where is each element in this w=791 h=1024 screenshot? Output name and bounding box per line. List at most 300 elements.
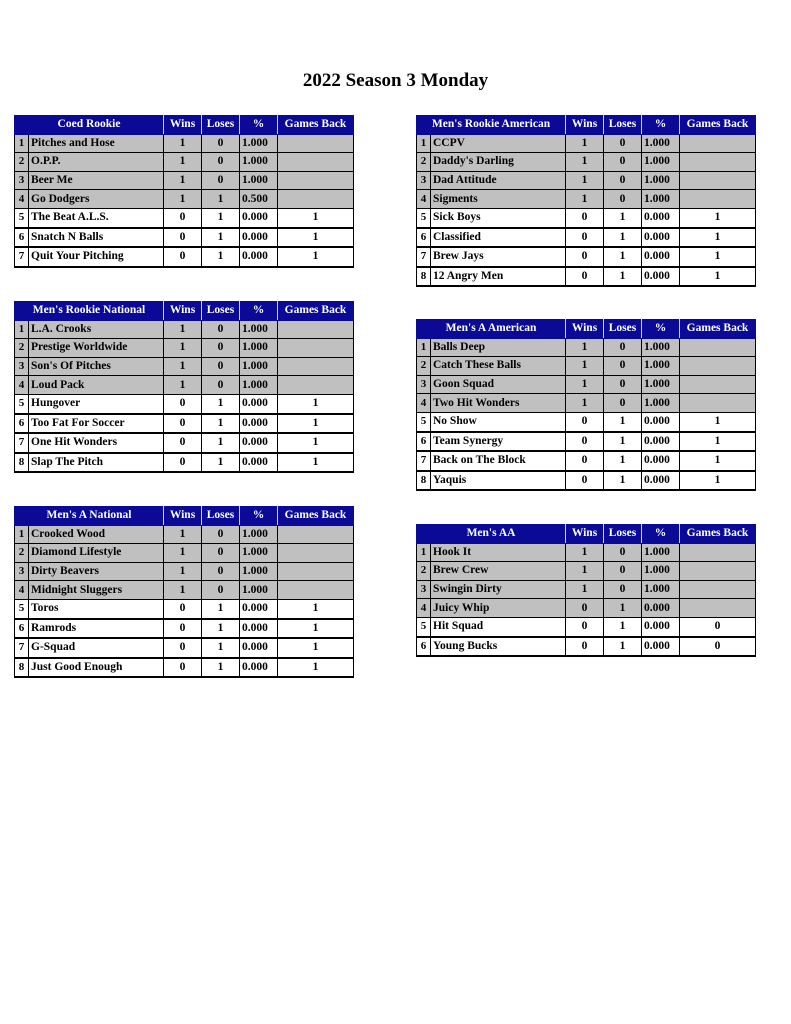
- loses-header: Loses: [202, 302, 240, 321]
- games-back-cell: [680, 562, 756, 581]
- table-header-row: [15, 507, 354, 526]
- loses-cell: 1: [202, 599, 240, 618]
- table-header-row: [15, 302, 354, 321]
- wins-cell: 1: [566, 153, 604, 172]
- loses-cell: 1: [604, 228, 642, 248]
- games-back-cell: 1: [278, 394, 354, 413]
- table-row: [417, 208, 756, 227]
- table-header-row: [15, 116, 354, 135]
- rank-cell: 5: [417, 617, 431, 636]
- games-back-cell: [680, 190, 756, 209]
- team-name-cell: O.P.P.: [29, 153, 164, 172]
- rank-cell: 6: [417, 432, 431, 452]
- wins-cell: 1: [164, 562, 202, 581]
- wins-header: Wins: [164, 507, 202, 526]
- loses-cell: 1: [604, 267, 642, 287]
- wins-cell: 1: [164, 320, 202, 339]
- table-header-row: [417, 525, 756, 544]
- table-row: [417, 153, 756, 172]
- team-name-cell: One Hit Wonders: [29, 433, 164, 453]
- wins-cell: 0: [164, 247, 202, 267]
- wins-cell: 0: [566, 412, 604, 431]
- pct-cell: 1.000: [642, 357, 680, 376]
- wins-cell: 0: [566, 637, 604, 657]
- division-name: Men's AA: [417, 525, 566, 544]
- wins-cell: 1: [566, 394, 604, 413]
- rank-cell: 1: [15, 525, 29, 544]
- pct-cell: 1.000: [240, 357, 278, 376]
- rank-cell: 5: [15, 599, 29, 618]
- loses-cell: 0: [604, 394, 642, 413]
- games-back-cell: 1: [278, 228, 354, 248]
- rank-cell: 3: [15, 357, 29, 376]
- loses-cell: 0: [202, 339, 240, 358]
- pct-cell: 0.000: [642, 208, 680, 227]
- pct-cell: 1.000: [642, 562, 680, 581]
- wins-cell: 1: [566, 134, 604, 153]
- wins-cell: 1: [164, 544, 202, 563]
- loses-cell: 1: [202, 208, 240, 227]
- team-name-cell: Hungover: [29, 394, 164, 413]
- table-row: [417, 228, 756, 248]
- loses-cell: 1: [202, 247, 240, 267]
- team-name-cell: Brew Crew: [431, 562, 566, 581]
- table-row: [15, 544, 354, 563]
- wins-cell: 0: [566, 599, 604, 618]
- rank-cell: 4: [15, 581, 29, 600]
- table-row: [15, 599, 354, 618]
- wins-cell: 0: [566, 228, 604, 248]
- wins-cell: 1: [164, 190, 202, 209]
- games-back-cell: [680, 599, 756, 618]
- table-row: [15, 153, 354, 172]
- games-back-cell: 1: [278, 453, 354, 473]
- loses-cell: 1: [202, 658, 240, 678]
- rank-cell: 8: [417, 267, 431, 287]
- team-name-cell: Catch These Balls: [431, 357, 566, 376]
- games-back-cell: [680, 153, 756, 172]
- wins-header: Wins: [566, 320, 604, 339]
- table-row: [15, 581, 354, 600]
- table-row: [15, 339, 354, 358]
- games-back-cell: 1: [278, 658, 354, 678]
- rank-cell: 1: [417, 543, 431, 562]
- team-name-cell: Loud Pack: [29, 376, 164, 395]
- rank-cell: 7: [15, 433, 29, 453]
- games-back-cell: 1: [680, 247, 756, 267]
- games-back-cell: [278, 171, 354, 190]
- table-row: [417, 394, 756, 413]
- rank-cell: 2: [15, 153, 29, 172]
- games-back-cell: 1: [680, 432, 756, 452]
- loses-cell: 1: [604, 471, 642, 491]
- games-back-cell: [278, 525, 354, 544]
- standings-table-mens-rookie-national: [14, 301, 354, 473]
- table-row: [15, 562, 354, 581]
- wins-cell: 0: [164, 638, 202, 658]
- table-row: [15, 453, 354, 473]
- wins-cell: 0: [566, 247, 604, 267]
- team-name-cell: Ramrods: [29, 619, 164, 639]
- loses-cell: 0: [604, 580, 642, 599]
- loses-cell: 1: [202, 190, 240, 209]
- rank-cell: 1: [15, 320, 29, 339]
- wins-cell: 0: [566, 451, 604, 471]
- loses-cell: 1: [202, 414, 240, 434]
- pct-cell: 1.000: [240, 171, 278, 190]
- pct-header: %: [642, 320, 680, 339]
- wins-cell: 1: [164, 357, 202, 376]
- table-row: [417, 357, 756, 376]
- pct-cell: 0.000: [240, 453, 278, 473]
- standings-table-coed-rookie: [14, 115, 354, 268]
- pct-cell: 0.000: [240, 394, 278, 413]
- rank-cell: 3: [15, 562, 29, 581]
- rank-cell: 6: [417, 637, 431, 657]
- pct-cell: 0.000: [642, 267, 680, 287]
- table-row: [15, 228, 354, 248]
- loses-cell: 0: [604, 153, 642, 172]
- team-name-cell: Pitches and Hose: [29, 134, 164, 153]
- pct-cell: 0.000: [642, 247, 680, 267]
- team-name-cell: Quit Your Pitching: [29, 247, 164, 267]
- table-row: [15, 658, 354, 678]
- pct-cell: 0.000: [642, 471, 680, 491]
- table-row: [417, 471, 756, 491]
- wins-cell: 1: [566, 375, 604, 394]
- rank-cell: 8: [15, 658, 29, 678]
- pct-cell: 0.000: [642, 432, 680, 452]
- games-back-cell: [278, 544, 354, 563]
- games-back-cell: [680, 394, 756, 413]
- wins-cell: 1: [164, 134, 202, 153]
- team-name-cell: Prestige Worldwide: [29, 339, 164, 358]
- pct-cell: 1.000: [642, 190, 680, 209]
- pct-cell: 1.000: [240, 376, 278, 395]
- pct-cell: 0.500: [240, 190, 278, 209]
- wins-cell: 0: [164, 394, 202, 413]
- pct-cell: 1.000: [642, 153, 680, 172]
- rank-cell: 1: [417, 338, 431, 357]
- loses-cell: 1: [604, 451, 642, 471]
- rank-cell: 7: [15, 638, 29, 658]
- rank-cell: 4: [15, 376, 29, 395]
- table-row: [417, 617, 756, 636]
- wins-header: Wins: [566, 116, 604, 135]
- loses-cell: 0: [604, 375, 642, 394]
- team-name-cell: Son's Of Pitches: [29, 357, 164, 376]
- pct-cell: 0.000: [240, 638, 278, 658]
- pct-cell: 0.000: [240, 228, 278, 248]
- team-name-cell: Yaquis: [431, 471, 566, 491]
- rank-cell: 8: [15, 453, 29, 473]
- games-back-cell: 1: [278, 208, 354, 227]
- games-back-cell: [278, 376, 354, 395]
- table-row: [15, 134, 354, 153]
- rank-cell: 1: [417, 134, 431, 153]
- pct-cell: 0.000: [642, 451, 680, 471]
- table-row: [15, 376, 354, 395]
- rank-cell: 5: [15, 394, 29, 413]
- table-row: [417, 451, 756, 471]
- games-back-cell: [278, 320, 354, 339]
- wins-cell: 1: [164, 153, 202, 172]
- pct-cell: 1.000: [642, 543, 680, 562]
- team-name-cell: 12 Angry Men: [431, 267, 566, 287]
- rank-cell: 4: [417, 394, 431, 413]
- rank-cell: 2: [417, 357, 431, 376]
- wins-cell: 1: [164, 376, 202, 395]
- games-back-cell: 1: [680, 451, 756, 471]
- division-name: Coed Rookie: [15, 116, 164, 135]
- games-back-cell: [680, 171, 756, 190]
- pct-cell: 1.000: [642, 171, 680, 190]
- games-back-cell: 1: [680, 471, 756, 491]
- wins-cell: 0: [164, 433, 202, 453]
- wins-cell: 1: [566, 357, 604, 376]
- pct-cell: 1.000: [240, 581, 278, 600]
- wins-cell: 1: [566, 562, 604, 581]
- rank-cell: 6: [15, 414, 29, 434]
- rank-cell: 7: [15, 247, 29, 267]
- games-back-cell: [680, 543, 756, 562]
- pct-cell: 0.000: [240, 208, 278, 227]
- table-row: [417, 267, 756, 287]
- standings-table-mens-aa: [416, 524, 756, 657]
- games-back-cell: [278, 357, 354, 376]
- wins-cell: 1: [566, 580, 604, 599]
- rank-cell: 3: [417, 375, 431, 394]
- games-back-cell: [680, 134, 756, 153]
- pct-cell: 0.000: [240, 599, 278, 618]
- pct-cell: 1.000: [642, 375, 680, 394]
- team-name-cell: Snatch N Balls: [29, 228, 164, 248]
- wins-cell: 1: [566, 543, 604, 562]
- team-name-cell: CCPV: [431, 134, 566, 153]
- loses-cell: 1: [202, 394, 240, 413]
- games-back-cell: [278, 134, 354, 153]
- pct-cell: 1.000: [240, 339, 278, 358]
- rank-cell: 5: [417, 208, 431, 227]
- wins-cell: 0: [164, 453, 202, 473]
- standings-table-mens-rookie-american: [416, 115, 756, 287]
- team-name-cell: Beer Me: [29, 171, 164, 190]
- loses-cell: 1: [604, 637, 642, 657]
- team-name-cell: Sick Boys: [431, 208, 566, 227]
- rank-cell: 6: [15, 619, 29, 639]
- games-back-cell: [278, 339, 354, 358]
- loses-cell: 1: [604, 247, 642, 267]
- wins-cell: 1: [164, 581, 202, 600]
- wins-cell: 0: [164, 414, 202, 434]
- games-back-cell: [680, 580, 756, 599]
- rank-cell: 2: [15, 544, 29, 563]
- division-name: Men's Rookie American: [417, 116, 566, 135]
- games-back-cell: 1: [278, 638, 354, 658]
- wins-cell: 1: [164, 171, 202, 190]
- rank-cell: 8: [417, 471, 431, 491]
- games-back-cell: 1: [680, 412, 756, 431]
- wins-cell: 0: [164, 599, 202, 618]
- table-row: [15, 414, 354, 434]
- loses-cell: 0: [202, 376, 240, 395]
- team-name-cell: Dad Attitude: [431, 171, 566, 190]
- team-name-cell: Midnight Sluggers: [29, 581, 164, 600]
- games-back-cell: 1: [680, 228, 756, 248]
- table-header-row: [417, 320, 756, 339]
- wins-cell: 0: [566, 432, 604, 452]
- pct-cell: 0.000: [642, 599, 680, 618]
- team-name-cell: Dirty Beavers: [29, 562, 164, 581]
- table-row: [417, 134, 756, 153]
- team-name-cell: Brew Jays: [431, 247, 566, 267]
- team-name-cell: Slap The Pitch: [29, 453, 164, 473]
- loses-cell: 0: [604, 190, 642, 209]
- wins-cell: 1: [566, 171, 604, 190]
- pct-header: %: [240, 507, 278, 526]
- loses-cell: 0: [604, 338, 642, 357]
- wins-cell: 0: [164, 619, 202, 639]
- rank-cell: 7: [417, 451, 431, 471]
- loses-cell: 1: [202, 638, 240, 658]
- wins-header: Wins: [566, 525, 604, 544]
- pct-header: %: [240, 302, 278, 321]
- games-back-cell: [278, 581, 354, 600]
- loses-cell: 0: [604, 171, 642, 190]
- table-row: [417, 247, 756, 267]
- rank-cell: 4: [417, 190, 431, 209]
- team-name-cell: Daddy's Darling: [431, 153, 566, 172]
- pct-cell: 0.000: [240, 247, 278, 267]
- pct-cell: 1.000: [240, 562, 278, 581]
- rank-cell: 4: [417, 599, 431, 618]
- team-name-cell: G-Squad: [29, 638, 164, 658]
- loses-cell: 0: [604, 357, 642, 376]
- rank-cell: 5: [417, 412, 431, 431]
- pct-cell: 1.000: [642, 134, 680, 153]
- pct-header: %: [642, 116, 680, 135]
- loses-cell: 0: [202, 581, 240, 600]
- rank-cell: 3: [417, 580, 431, 599]
- rank-cell: 2: [417, 153, 431, 172]
- team-name-cell: Young Bucks: [431, 637, 566, 657]
- rank-cell: 3: [15, 171, 29, 190]
- team-name-cell: Go Dodgers: [29, 190, 164, 209]
- standings-table-mens-a-american: [416, 319, 756, 491]
- team-name-cell: Hit Squad: [431, 617, 566, 636]
- wins-cell: 0: [566, 617, 604, 636]
- team-name-cell: Team Synergy: [431, 432, 566, 452]
- games-back-header: Games Back: [680, 525, 756, 544]
- loses-cell: 1: [604, 617, 642, 636]
- wins-cell: 1: [566, 338, 604, 357]
- pct-cell: 1.000: [240, 544, 278, 563]
- loses-cell: 0: [604, 562, 642, 581]
- loses-cell: 0: [202, 357, 240, 376]
- loses-cell: 0: [202, 544, 240, 563]
- loses-cell: 1: [604, 599, 642, 618]
- table-row: [15, 171, 354, 190]
- wins-cell: 0: [164, 658, 202, 678]
- wins-cell: 1: [164, 339, 202, 358]
- loses-header: Loses: [202, 507, 240, 526]
- table-row: [15, 394, 354, 413]
- loses-cell: 0: [604, 543, 642, 562]
- pct-cell: 0.000: [240, 658, 278, 678]
- loses-cell: 0: [202, 134, 240, 153]
- pct-header: %: [240, 116, 278, 135]
- pct-cell: 1.000: [642, 580, 680, 599]
- table-row: [417, 338, 756, 357]
- team-name-cell: Back on The Block: [431, 451, 566, 471]
- games-back-header: Games Back: [680, 320, 756, 339]
- games-back-cell: 1: [278, 433, 354, 453]
- games-back-cell: 1: [278, 599, 354, 618]
- standings-table-mens-a-national: [14, 506, 354, 678]
- games-back-cell: [680, 357, 756, 376]
- division-name: Men's A National: [15, 507, 164, 526]
- rank-cell: 2: [417, 562, 431, 581]
- games-back-cell: 0: [680, 617, 756, 636]
- games-back-cell: 1: [680, 267, 756, 287]
- games-back-cell: 1: [278, 414, 354, 434]
- loses-cell: 0: [202, 562, 240, 581]
- games-back-cell: 1: [680, 208, 756, 227]
- games-back-cell: [680, 375, 756, 394]
- rank-cell: 6: [417, 228, 431, 248]
- division-name: Men's Rookie National: [15, 302, 164, 321]
- loses-cell: 0: [202, 153, 240, 172]
- games-back-cell: [680, 338, 756, 357]
- loses-header: Loses: [604, 525, 642, 544]
- games-back-header: Games Back: [278, 302, 354, 321]
- team-name-cell: Sigments: [431, 190, 566, 209]
- rank-cell: 7: [417, 247, 431, 267]
- loses-header: Loses: [202, 116, 240, 135]
- games-back-cell: [278, 153, 354, 172]
- loses-cell: 1: [604, 432, 642, 452]
- wins-cell: 0: [566, 208, 604, 227]
- pct-cell: 1.000: [642, 338, 680, 357]
- table-row: [15, 357, 354, 376]
- loses-cell: 0: [202, 525, 240, 544]
- table-row: [417, 580, 756, 599]
- games-back-cell: 0: [680, 637, 756, 657]
- wins-cell: 0: [566, 471, 604, 491]
- games-back-cell: 1: [278, 619, 354, 639]
- table-row: [15, 433, 354, 453]
- games-back-cell: 1: [278, 247, 354, 267]
- pct-cell: 1.000: [642, 394, 680, 413]
- team-name-cell: Swingin Dirty: [431, 580, 566, 599]
- games-back-header: Games Back: [680, 116, 756, 135]
- loses-cell: 1: [202, 619, 240, 639]
- team-name-cell: Toros: [29, 599, 164, 618]
- loses-cell: 0: [202, 320, 240, 339]
- pct-cell: 1.000: [240, 134, 278, 153]
- table-row: [417, 412, 756, 431]
- pct-cell: 1.000: [240, 320, 278, 339]
- table-row: [15, 638, 354, 658]
- pct-header: %: [642, 525, 680, 544]
- rank-cell: 5: [15, 208, 29, 227]
- table-row: [15, 190, 354, 209]
- table-row: [15, 619, 354, 639]
- team-name-cell: Hook It: [431, 543, 566, 562]
- rank-cell: 1: [15, 134, 29, 153]
- rank-cell: 2: [15, 339, 29, 358]
- table-row: [417, 375, 756, 394]
